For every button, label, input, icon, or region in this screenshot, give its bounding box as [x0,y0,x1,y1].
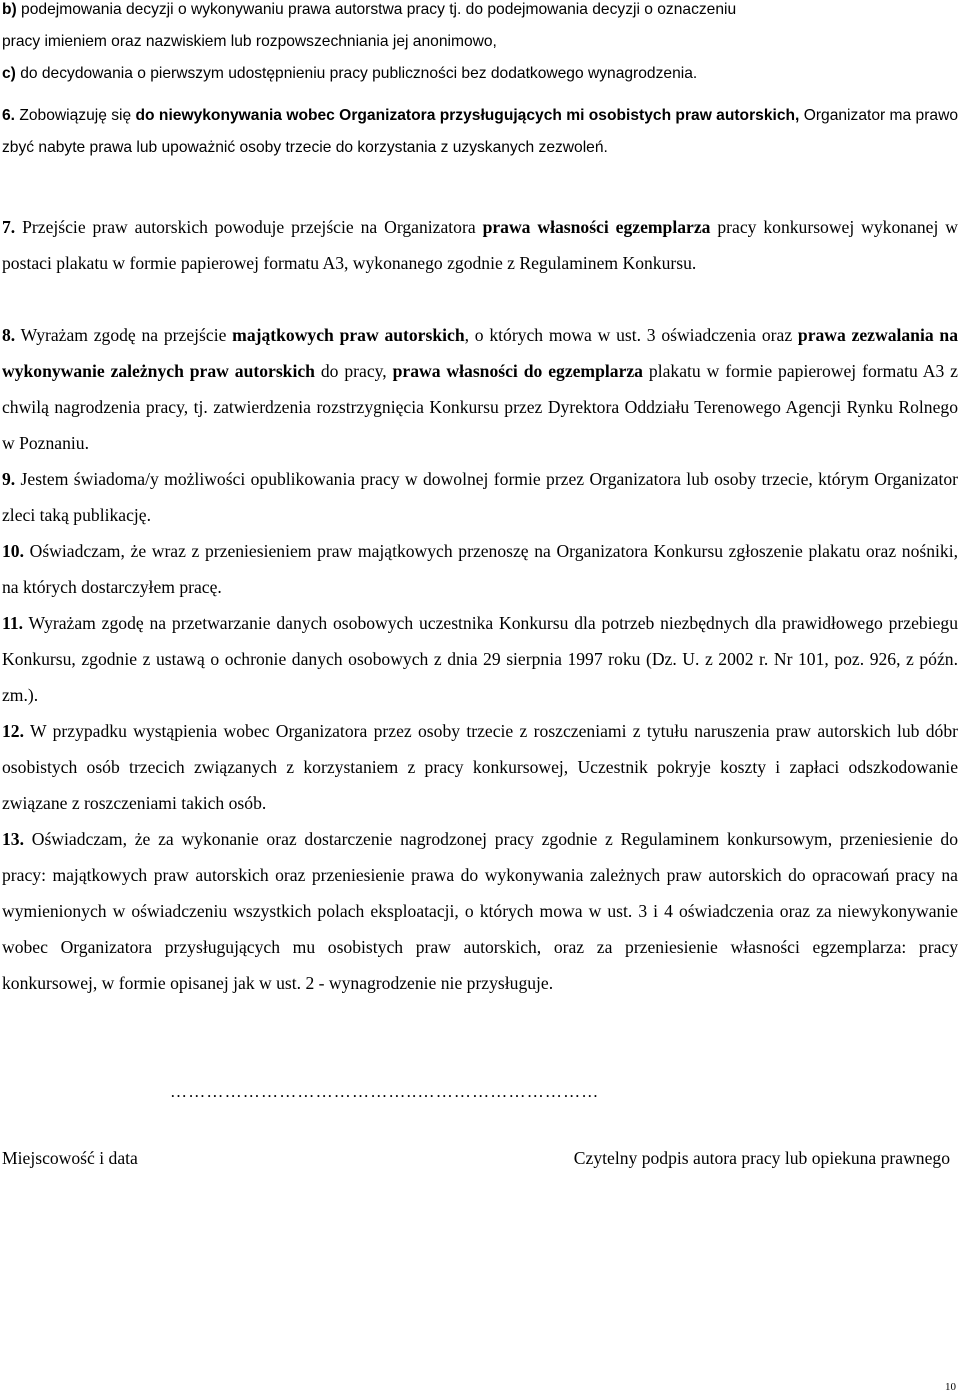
paragraph-text: do pracy, [314,361,393,381]
paragraph-bold-text: prawa własności do egzemplarza [392,361,643,381]
paragraph-number: 13. [2,829,24,849]
paragraph-text: Przejście praw autorskich powoduje przejście na Organizatora [15,217,483,237]
list-item-b-text: podejmowania decyzji o wykonywaniu prawa autorstwa pracy tj. do podejmowania decyzji o oznaczeniu [16,1,737,18]
paragraph-9 [2,461,958,533]
paragraph-text: , o których mowa w ust. 3 oświadczenia oraz [464,325,798,345]
paragraph-text: Organizator ma prawo zbyć nabyte prawa lub upoważnić osoby trzecie do korzystania z uzyskanych zezwoleń. [2,107,959,156]
signature-dotted-line: …………………………………..………………………… [170,1082,600,1101]
page-number: 10 [945,1381,956,1393]
list-item-c [2,58,958,90]
paragraph-bold-text: prawa zezwalania na wykonywanie zależnych praw autorskich [2,325,958,381]
paragraph-number: 8. [2,325,16,345]
signature-label: Czytelny podpis autora pracy lub opiekuna prawnego [573,1148,950,1168]
place-date-label: Miejscowość i data [2,1148,138,1168]
list-item-b [2,0,958,26]
list-marker-b: b) [2,1,17,18]
paragraph-text: Oświadczam, że za wykonanie oraz dostarczenie nagrodzonej pracy zgodnie z Regulaminem konkursowym, przeniesienie do pracy: majątkowych praw autorskich oraz przeniesienie prawa do wykonywania zależnych praw autorskich do opracowań pracy na wymienionych w oświadczeniu wszystkich polach eksploatacji, o których mowa w ust. 3 i 4 oświadczenia oraz za niewykonywanie wobec Organizatora przysługujących mu osobistych praw autorskich, oraz za przeniesienie własności egzemplarza: pracy konkursowej, w formie opisanej jak w ust. 2 - wynagrodzenie nie przysługuje. [2,829,958,993]
paragraph-number: 9. [2,469,16,489]
paragraph-8 [2,317,958,461]
paragraph-text: Wyrażam zgodę na przetwarzanie danych osobowych uczestnika Konkursu dla potrzeb niezbędnych dla prawidłowego przebiegu Konkursu, zgodnie z ustawą o ochronie danych osobowych z dnia 29 sierpnia 1997 roku (Dz. U. z 2002 r. Nr 101, poz. 926, z późn. zm.). [2,613,958,705]
paragraph-10 [2,533,958,605]
paragraph-bold-text: prawa własności egzemplarza [482,217,711,237]
paragraph-text: W przypadku wystąpienia wobec Organizatora przez osoby trzecie z roszczeniami z tytułu naruszenia praw autorskich lub dóbr osobistych osób trzecich związanych z korzystaniem z pracy konkursowej, Uczestnik pokryje koszty i zapłaci odszkodowanie związane z roszczeniami takich osób. [2,721,958,813]
paragraph-11 [2,605,958,713]
list-items-b-c [2,0,958,90]
paragraph-bold-text: majątkowych praw autorskich [232,325,465,345]
paragraph-number: 11. [2,613,24,633]
paragraph-number: 12. [2,721,24,741]
paragraph-13 [2,821,958,1001]
paragraph-bold-text: do niewykonywania wobec Organizatora przysługujących mi osobistych praw autorskich, [135,107,800,124]
paragraph-text: Wyrażam zgodę na przejście [15,325,233,345]
paragraph-7 [2,209,958,281]
list-item-c-text: do decydowania o pierwszym udostępnieniu pracy publiczności bez dodatkowego wynagrodzenia. [15,65,698,82]
list-item-b-text-2: pracy imieniem oraz nazwiskiem lub rozpowszechniania jej anonimowo, [2,33,497,50]
paragraph-text: pracy konkursowej wykonanej w postaci plakatu w formie papierowej formatu A3, wykonanego zgodnie z Regulaminem Konkursu. [2,217,958,273]
paragraph-text: Jestem świadoma/y możliwości opublikowania pracy w dowolnej formie przez Organizatora lub osoby trzecie, którym Organizator zleci taką publikację. [2,469,958,525]
paragraph-12 [2,713,958,821]
paragraph-number: 6. [2,107,16,124]
paragraph-text: Zobowiązuję się [15,107,136,124]
paragraph-text: plakatu w formie papierowej formatu A3 z chwilą nagrodzenia pracy, tj. zatwierdzenia rozstrzygnięcia Konkursu przez Dyrektora Oddziału Terenowego Agencji Rynku Rolnego w Poznaniu. [2,361,958,453]
list-marker-c: c) [2,65,16,82]
paragraph-text: Oświadczam, że wraz z przeniesieniem praw majątkowych przenoszę na Organizatora Konkursu zgłoszenie plakatu oraz nośniki, na których dostarczyłem pracę. [2,541,958,597]
paragraph-number: 10. [2,541,24,561]
paragraph-6 [2,100,958,164]
paragraph-number: 7. [2,217,16,237]
list-item-b-continuation [2,26,958,58]
